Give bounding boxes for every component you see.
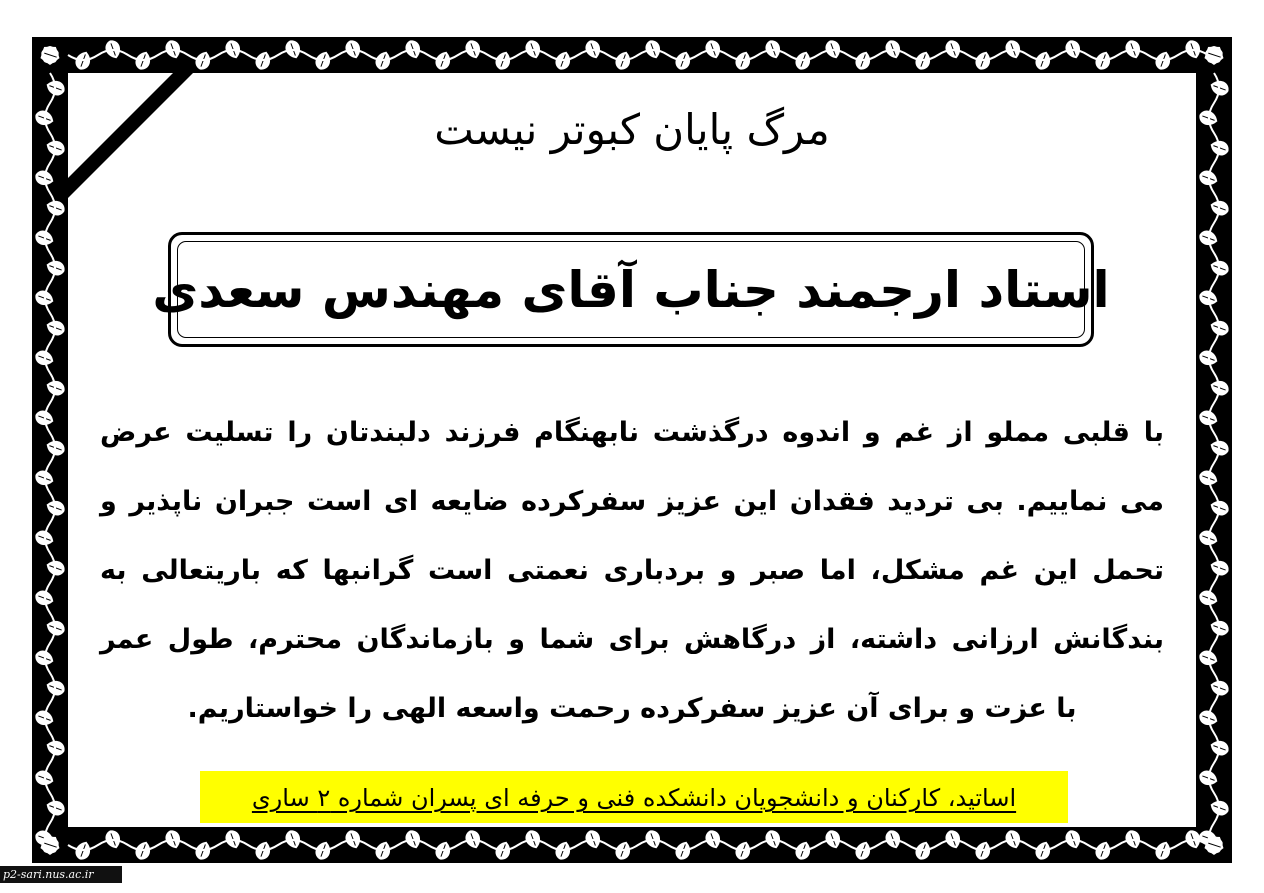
message-line: با قلبی مملو از غم و اندوه درگذشت نابهنگام فرزند دلبندتان را تسلیت عرض (100, 417, 1164, 448)
name-plaque (152, 232, 1110, 347)
deceased-title-name: استاد ارجمند جناب آقای مهندس سعدی (152, 260, 1110, 319)
signature-highlight: اساتید، کارکنان و دانشجویان دانشکده فنی و حرفه ای پسران شماره ۲ ساری (200, 771, 1068, 823)
site-watermark: p2-sari.nus.ac.ir (0, 866, 122, 883)
message-line: تحمل این غم مشکل، اما صبر و بردباری نعمتی است گرانبها که باریتعالی به (100, 555, 1164, 586)
message-line: با عزت و برای آن عزیز سفرکرده رحمت واسعه الهی را خواستاریم. (187, 693, 1077, 724)
name-plaque-inner (152, 241, 1110, 338)
message-line: بندگانش ارزانی داشته، از درگاهش برای شما و بازماندگان محترم، طول عمر (100, 624, 1164, 655)
condolence-message (100, 398, 1164, 743)
notice-subtitle: مرگ پایان کبوتر نیست (434, 105, 830, 154)
message-line: می نماییم. بی تردید فقدان این عزیز سفرکرده ضایعه ای است جبران ناپذیر و (100, 486, 1164, 517)
